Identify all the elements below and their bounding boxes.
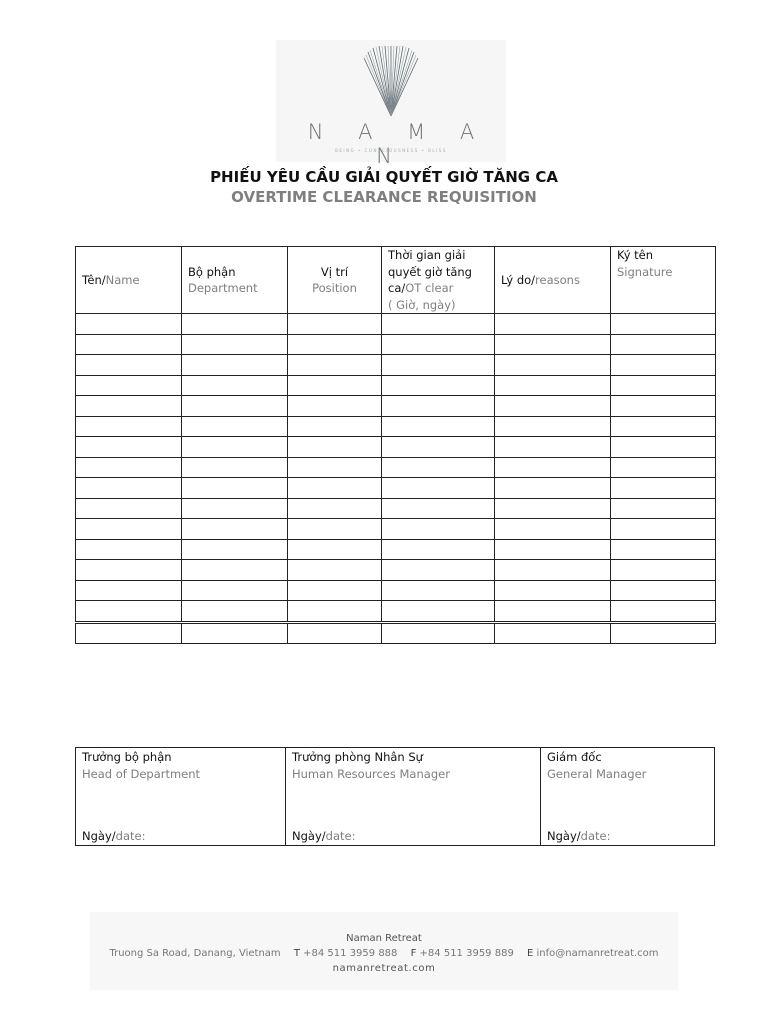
table-cell[interactable] [382, 416, 495, 437]
table-cell[interactable] [288, 539, 382, 560]
table-cell[interactable] [382, 375, 495, 396]
table-cell[interactable] [382, 580, 495, 601]
table-cell[interactable] [288, 478, 382, 499]
table-cell[interactable] [182, 355, 288, 376]
footer-fax: +84 511 3959 889 [419, 948, 514, 959]
table-row [76, 334, 716, 355]
table-cell[interactable] [182, 539, 288, 560]
table-cell[interactable] [382, 314, 495, 335]
table-cell[interactable] [382, 334, 495, 355]
table-row [76, 375, 716, 396]
header-ot-clear-time: Thời gian giải quyết giờ tăng ca/OT clear ( Giờ, ngày) [382, 247, 495, 314]
table-cell[interactable] [182, 560, 288, 581]
footer-contact-line: Truong Sa Road, Danang, Vietnam T +84 511 3959 888 F +84 511 3959 889 E info@namanretreat.com [109, 948, 659, 959]
signature-head-of-department[interactable]: Trưởng bộ phận Head of Department Ngày/date: [76, 748, 286, 846]
table-cell[interactable] [182, 478, 288, 499]
table-cell[interactable] [182, 457, 288, 478]
table-cell[interactable] [182, 623, 288, 644]
table-cell[interactable] [495, 580, 611, 601]
table-cell[interactable] [76, 498, 182, 519]
header-signature: Ký tên Signature [611, 247, 716, 314]
header-reasons: Lý do/reasons [495, 247, 611, 314]
table-cell[interactable] [611, 580, 716, 601]
footer-website[interactable]: namanretreat.com [332, 963, 436, 974]
table-cell[interactable] [288, 437, 382, 458]
table-cell[interactable] [76, 314, 182, 335]
table-cell[interactable] [182, 314, 288, 335]
table-cell[interactable] [495, 375, 611, 396]
table-cell[interactable] [495, 539, 611, 560]
table-cell[interactable] [288, 601, 382, 622]
table-cell[interactable] [288, 560, 382, 581]
table-cell[interactable] [76, 334, 182, 355]
table-cell[interactable] [495, 560, 611, 581]
table-cell[interactable] [288, 498, 382, 519]
form-title-english: OVERTIME CLEARANCE REQUISITION [231, 188, 537, 206]
table-cell[interactable] [611, 437, 716, 458]
signature-hr-manager[interactable]: Trưởng phòng Nhân Sự Human Resources Manager Ngày/date: [286, 748, 541, 846]
table-cell[interactable] [76, 580, 182, 601]
table-cell[interactable] [495, 498, 611, 519]
table-row [76, 560, 716, 581]
table-cell[interactable] [76, 416, 182, 437]
letterhead-footer [90, 912, 678, 990]
table-cell[interactable] [382, 457, 495, 478]
naman-logo [276, 40, 506, 168]
table-cell[interactable] [382, 355, 495, 376]
footer-company-name: Naman Retreat [346, 933, 422, 944]
table-row [76, 580, 716, 601]
date-field: Ngày/date: [292, 828, 356, 843]
approval-signatures [75, 747, 715, 846]
table-cell[interactable] [611, 416, 716, 437]
table-cell[interactable] [382, 560, 495, 581]
table-row [76, 457, 716, 478]
table-cell[interactable] [382, 519, 495, 540]
table-cell[interactable] [288, 355, 382, 376]
header-name: Tên/Name [76, 247, 182, 314]
logo-wordmark: N A M A N [307, 120, 489, 168]
table-cell[interactable] [495, 334, 611, 355]
table-cell[interactable] [288, 457, 382, 478]
table-cell[interactable] [288, 416, 382, 437]
header-position: Vị trí Position [288, 247, 382, 314]
table-cell[interactable] [288, 375, 382, 396]
table-cell[interactable] [182, 375, 288, 396]
table-cell[interactable] [288, 580, 382, 601]
table-cell[interactable] [382, 396, 495, 417]
table-cell[interactable] [76, 375, 182, 396]
table-cell[interactable] [76, 601, 182, 622]
table-cell[interactable] [495, 478, 611, 499]
table-cell[interactable] [182, 334, 288, 355]
table-cell[interactable] [288, 519, 382, 540]
table-cell[interactable] [382, 623, 495, 644]
table-header-row [76, 247, 716, 314]
table-cell[interactable] [495, 519, 611, 540]
table-cell[interactable] [76, 396, 182, 417]
table-cell[interactable] [611, 519, 716, 540]
table-row [76, 623, 716, 644]
table-cell[interactable] [182, 519, 288, 540]
table-cell[interactable] [382, 478, 495, 499]
table-cell[interactable] [611, 396, 716, 417]
table-row [76, 437, 716, 458]
overtime-table [75, 246, 716, 644]
signature-general-manager[interactable]: Giám đốc General Manager Ngày/date: [541, 748, 715, 846]
table-cell[interactable] [182, 396, 288, 417]
table-cell[interactable] [382, 498, 495, 519]
table-cell[interactable] [182, 437, 288, 458]
table-cell[interactable] [382, 539, 495, 560]
footer-phone: +84 511 3959 888 [303, 948, 398, 959]
table-cell[interactable] [495, 601, 611, 622]
table-cell[interactable] [76, 560, 182, 581]
table-cell[interactable] [288, 314, 382, 335]
table-cell[interactable] [288, 396, 382, 417]
table-cell[interactable] [76, 478, 182, 499]
table-row [76, 314, 716, 335]
table-cell[interactable] [76, 437, 182, 458]
table-cell[interactable] [76, 539, 182, 560]
table-cell[interactable] [495, 314, 611, 335]
table-cell[interactable] [495, 416, 611, 437]
table-row [76, 601, 716, 622]
table-cell[interactable] [182, 601, 288, 622]
table-cell[interactable] [611, 314, 716, 335]
table-cell[interactable] [611, 539, 716, 560]
table-row [76, 498, 716, 519]
table-cell[interactable] [76, 623, 182, 644]
table-cell[interactable] [182, 416, 288, 437]
date-field: Ngày/date: [547, 828, 611, 843]
table-row [76, 478, 716, 499]
table-cell[interactable] [495, 355, 611, 376]
table-cell[interactable] [182, 498, 288, 519]
footer-email[interactable]: info@namanretreat.com [536, 948, 659, 959]
header-department: Bộ phận Department [182, 247, 288, 314]
table-row [76, 396, 716, 417]
table-cell[interactable] [495, 623, 611, 644]
table-cell[interactable] [76, 457, 182, 478]
table-cell[interactable] [288, 334, 382, 355]
table-body [76, 314, 716, 644]
footer-address: Truong Sa Road, Danang, Vietnam [109, 948, 281, 959]
table-cell[interactable] [611, 601, 716, 622]
table-row [76, 519, 716, 540]
table-cell[interactable] [495, 396, 611, 417]
table-cell[interactable] [611, 560, 716, 581]
table-row [76, 416, 716, 437]
table-row [76, 539, 716, 560]
table-cell[interactable] [382, 601, 495, 622]
table-cell[interactable] [495, 457, 611, 478]
table-cell[interactable] [611, 375, 716, 396]
date-field: Ngày/date: [82, 828, 146, 843]
table-cell[interactable] [611, 498, 716, 519]
table-row [76, 355, 716, 376]
table-cell[interactable] [288, 623, 382, 644]
table-cell[interactable] [611, 623, 716, 644]
table-cell[interactable] [611, 457, 716, 478]
table-cell[interactable] [182, 580, 288, 601]
table-cell[interactable] [76, 519, 182, 540]
table-cell[interactable] [611, 334, 716, 355]
table-cell[interactable] [611, 478, 716, 499]
form-title-vietnamese: PHIẾU YÊU CẦU GIẢI QUYẾT GIỜ TĂNG CA [210, 168, 558, 186]
fan-leaf-icon [362, 46, 420, 116]
table-cell[interactable] [495, 437, 611, 458]
table-cell[interactable] [611, 355, 716, 376]
table-cell[interactable] [76, 355, 182, 376]
table-cell[interactable] [382, 437, 495, 458]
logo-tagline: BEING • CONSCIOUSNESS • BLISS [335, 148, 447, 153]
